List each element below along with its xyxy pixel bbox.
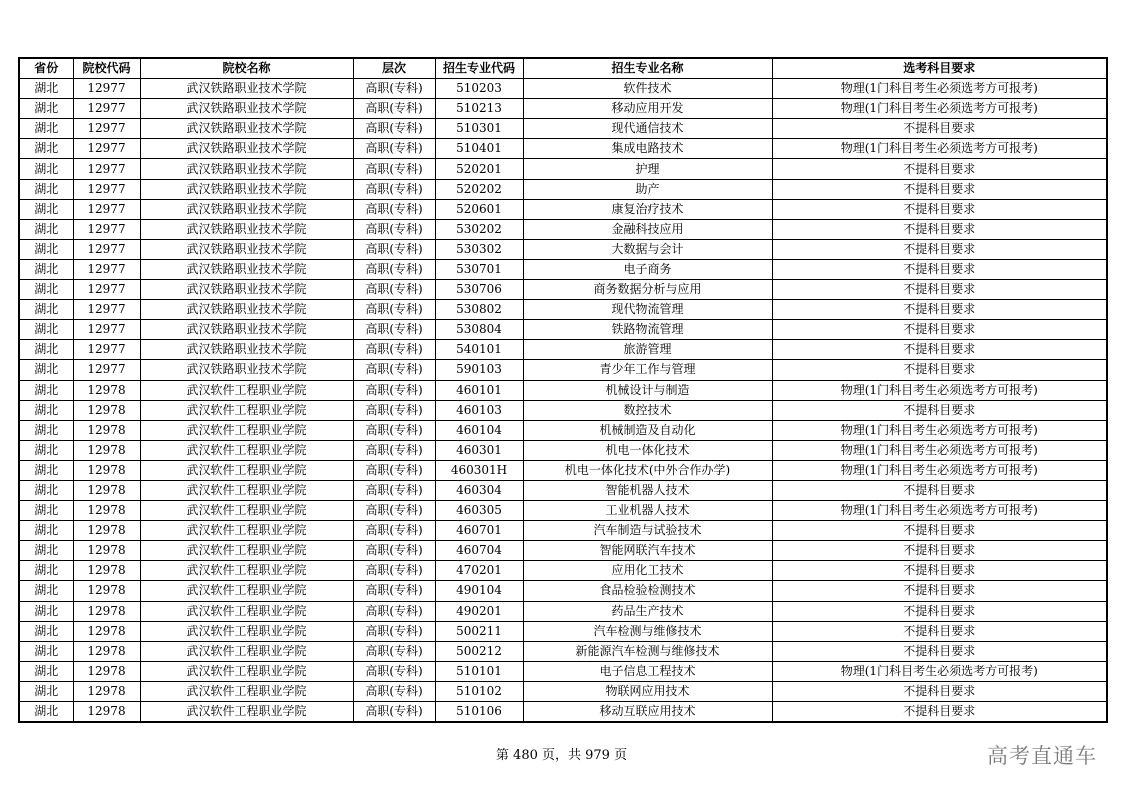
table-row <box>19 581 1107 601</box>
subject-requirement-cell: 不提科目要求 <box>772 681 1107 701</box>
school-name-cell: 武汉软件工程职业学院 <box>140 380 353 400</box>
subject-requirement-cell: 物理(1门科目考生必须选考方可报考) <box>772 661 1107 681</box>
table-row <box>19 360 1107 380</box>
school-code-cell: 12978 <box>73 681 140 701</box>
header-subject-requirement: 选考科目要求 <box>772 58 1107 79</box>
subject-requirement-cell: 不提科目要求 <box>772 119 1107 139</box>
subject-requirement-cell: 物理(1门科目考生必须选考方可报考) <box>772 440 1107 460</box>
major-code-cell: 520201 <box>435 159 523 179</box>
major-code-cell: 530706 <box>435 280 523 300</box>
table-row <box>19 159 1107 179</box>
table-row <box>19 561 1107 581</box>
province-cell: 湖北 <box>19 79 73 99</box>
major-name-cell: 食品检验检测技术 <box>523 581 772 601</box>
major-name-cell: 电子商务 <box>523 259 772 279</box>
province-cell: 湖北 <box>19 480 73 500</box>
major-name-cell: 电子信息工程技术 <box>523 661 772 681</box>
major-code-cell: 470201 <box>435 561 523 581</box>
major-code-cell: 460104 <box>435 420 523 440</box>
province-cell: 湖北 <box>19 159 73 179</box>
school-code-cell: 12978 <box>73 541 140 561</box>
major-name-cell: 汽车制造与试验技术 <box>523 521 772 541</box>
province-cell: 湖北 <box>19 219 73 239</box>
subject-requirement-cell: 物理(1门科目考生必须选考方可报考) <box>772 99 1107 119</box>
province-cell: 湖北 <box>19 400 73 420</box>
school-code-cell: 12977 <box>73 99 140 119</box>
major-name-cell: 助产 <box>523 179 772 199</box>
province-cell: 湖北 <box>19 179 73 199</box>
table-row <box>19 400 1107 420</box>
province-cell: 湖北 <box>19 541 73 561</box>
school-name-cell: 武汉铁路职业技术学院 <box>140 219 353 239</box>
subject-requirement-cell: 不提科目要求 <box>772 320 1107 340</box>
school-name-cell: 武汉铁路职业技术学院 <box>140 320 353 340</box>
school-code-cell: 12978 <box>73 440 140 460</box>
header-major-code: 招生专业代码 <box>435 58 523 79</box>
major-name-cell: 新能源汽车检测与维修技术 <box>523 641 772 661</box>
major-name-cell: 现代通信技术 <box>523 119 772 139</box>
major-code-cell: 500212 <box>435 641 523 661</box>
level-cell: 高职(专科) <box>353 400 435 420</box>
school-code-cell: 12977 <box>73 360 140 380</box>
table-row <box>19 681 1107 701</box>
subject-requirement-cell: 不提科目要求 <box>772 340 1107 360</box>
major-code-cell: 460304 <box>435 480 523 500</box>
table-row <box>19 521 1107 541</box>
school-code-cell: 12977 <box>73 340 140 360</box>
major-code-cell: 490104 <box>435 581 523 601</box>
major-name-cell: 数控技术 <box>523 400 772 420</box>
major-name-cell: 青少年工作与管理 <box>523 360 772 380</box>
header-province: 省份 <box>19 58 73 79</box>
school-code-cell: 12977 <box>73 199 140 219</box>
major-code-cell: 460305 <box>435 501 523 521</box>
subject-requirement-cell: 物理(1门科目考生必须选考方可报考) <box>772 501 1107 521</box>
major-name-cell: 康复治疗技术 <box>523 199 772 219</box>
table-header-row <box>19 58 1107 79</box>
major-code-cell: 460701 <box>435 521 523 541</box>
subject-requirement-cell: 不提科目要求 <box>772 239 1107 259</box>
table-row <box>19 139 1107 159</box>
school-code-cell: 12977 <box>73 300 140 320</box>
school-name-cell: 武汉软件工程职业学院 <box>140 440 353 460</box>
major-code-cell: 510101 <box>435 661 523 681</box>
page-number: 第 480 页，共 979 页 <box>495 748 628 763</box>
school-name-cell: 武汉铁路职业技术学院 <box>140 360 353 380</box>
major-code-cell: 510102 <box>435 681 523 701</box>
table-body <box>19 79 1107 723</box>
level-cell: 高职(专科) <box>353 320 435 340</box>
table-row <box>19 621 1107 641</box>
school-code-cell: 12978 <box>73 661 140 681</box>
school-name-cell: 武汉软件工程职业学院 <box>140 541 353 561</box>
table-row <box>19 702 1107 723</box>
major-code-cell: 530302 <box>435 239 523 259</box>
major-code-cell: 510106 <box>435 702 523 723</box>
header-level: 层次 <box>353 58 435 79</box>
major-name-cell: 智能网联汽车技术 <box>523 541 772 561</box>
major-name-cell: 金融科技应用 <box>523 219 772 239</box>
school-name-cell: 武汉软件工程职业学院 <box>140 501 353 521</box>
school-code-cell: 12977 <box>73 159 140 179</box>
province-cell: 湖北 <box>19 340 73 360</box>
level-cell: 高职(专科) <box>353 561 435 581</box>
school-name-cell: 武汉软件工程职业学院 <box>140 420 353 440</box>
level-cell: 高职(专科) <box>353 460 435 480</box>
table-row <box>19 480 1107 500</box>
school-code-cell: 12977 <box>73 179 140 199</box>
subject-requirement-cell: 不提科目要求 <box>772 601 1107 621</box>
level-cell: 高职(专科) <box>353 239 435 259</box>
major-code-cell: 530804 <box>435 320 523 340</box>
school-code-cell: 12977 <box>73 259 140 279</box>
subject-requirement-cell: 不提科目要求 <box>772 199 1107 219</box>
level-cell: 高职(专科) <box>353 280 435 300</box>
table-row <box>19 79 1107 99</box>
major-name-cell: 机械制造及自动化 <box>523 420 772 440</box>
major-name-cell: 药品生产技术 <box>523 601 772 621</box>
subject-requirement-cell: 不提科目要求 <box>772 541 1107 561</box>
province-cell: 湖北 <box>19 300 73 320</box>
school-code-cell: 12977 <box>73 219 140 239</box>
province-cell: 湖北 <box>19 360 73 380</box>
major-code-cell: 460101 <box>435 380 523 400</box>
major-name-cell: 护理 <box>523 159 772 179</box>
major-name-cell: 应用化工技术 <box>523 561 772 581</box>
province-cell: 湖北 <box>19 119 73 139</box>
major-code-cell: 460301H <box>435 460 523 480</box>
major-name-cell: 旅游管理 <box>523 340 772 360</box>
subject-requirement-cell: 不提科目要求 <box>772 159 1107 179</box>
major-code-cell: 530701 <box>435 259 523 279</box>
school-name-cell: 武汉铁路职业技术学院 <box>140 99 353 119</box>
school-code-cell: 12978 <box>73 480 140 500</box>
subject-requirement-cell: 物理(1门科目考生必须选考方可报考) <box>772 420 1107 440</box>
major-code-cell: 520202 <box>435 179 523 199</box>
table-row <box>19 320 1107 340</box>
school-name-cell: 武汉铁路职业技术学院 <box>140 280 353 300</box>
major-name-cell: 大数据与会计 <box>523 239 772 259</box>
level-cell: 高职(专科) <box>353 159 435 179</box>
province-cell: 湖北 <box>19 139 73 159</box>
school-name-cell: 武汉软件工程职业学院 <box>140 601 353 621</box>
province-cell: 湖北 <box>19 420 73 440</box>
subject-requirement-cell: 不提科目要求 <box>772 360 1107 380</box>
major-name-cell: 物联网应用技术 <box>523 681 772 701</box>
level-cell: 高职(专科) <box>353 641 435 661</box>
school-name-cell: 武汉铁路职业技术学院 <box>140 259 353 279</box>
level-cell: 高职(专科) <box>353 199 435 219</box>
major-name-cell: 集成电路技术 <box>523 139 772 159</box>
province-cell: 湖北 <box>19 581 73 601</box>
major-name-cell: 铁路物流管理 <box>523 320 772 340</box>
level-cell: 高职(专科) <box>353 621 435 641</box>
school-name-cell: 武汉软件工程职业学院 <box>140 480 353 500</box>
school-code-cell: 12978 <box>73 521 140 541</box>
level-cell: 高职(专科) <box>353 420 435 440</box>
school-code-cell: 12978 <box>73 501 140 521</box>
subject-requirement-cell: 不提科目要求 <box>772 641 1107 661</box>
subject-requirement-cell: 不提科目要求 <box>772 300 1107 320</box>
school-code-cell: 12977 <box>73 79 140 99</box>
major-code-cell: 490201 <box>435 601 523 621</box>
level-cell: 高职(专科) <box>353 501 435 521</box>
school-name-cell: 武汉铁路职业技术学院 <box>140 179 353 199</box>
table-row <box>19 601 1107 621</box>
major-name-cell: 汽车检测与维修技术 <box>523 621 772 641</box>
major-name-cell: 工业机器人技术 <box>523 501 772 521</box>
school-code-cell: 12978 <box>73 641 140 661</box>
school-name-cell: 武汉铁路职业技术学院 <box>140 239 353 259</box>
level-cell: 高职(专科) <box>353 681 435 701</box>
major-name-cell: 商务数据分析与应用 <box>523 280 772 300</box>
header-major-name: 招生专业名称 <box>523 58 772 79</box>
school-name-cell: 武汉软件工程职业学院 <box>140 681 353 701</box>
province-cell: 湖北 <box>19 259 73 279</box>
table-row <box>19 420 1107 440</box>
header-school-name: 院校名称 <box>140 58 353 79</box>
province-cell: 湖北 <box>19 501 73 521</box>
header-school-code: 院校代码 <box>73 58 140 79</box>
subject-requirement-cell: 不提科目要求 <box>772 179 1107 199</box>
major-name-cell: 机电一体化技术(中外合作办学) <box>523 460 772 480</box>
school-code-cell: 12977 <box>73 320 140 340</box>
school-code-cell: 12978 <box>73 380 140 400</box>
level-cell: 高职(专科) <box>353 581 435 601</box>
school-code-cell: 12978 <box>73 581 140 601</box>
school-name-cell: 武汉软件工程职业学院 <box>140 641 353 661</box>
level-cell: 高职(专科) <box>353 480 435 500</box>
school-name-cell: 武汉铁路职业技术学院 <box>140 159 353 179</box>
level-cell: 高职(专科) <box>353 79 435 99</box>
level-cell: 高职(专科) <box>353 340 435 360</box>
level-cell: 高职(专科) <box>353 99 435 119</box>
school-name-cell: 武汉软件工程职业学院 <box>140 581 353 601</box>
watermark: 高考直通车 <box>987 744 1097 768</box>
school-code-cell: 12978 <box>73 400 140 420</box>
table-row <box>19 661 1107 681</box>
province-cell: 湖北 <box>19 199 73 219</box>
school-code-cell: 12977 <box>73 119 140 139</box>
school-code-cell: 12977 <box>73 280 140 300</box>
province-cell: 湖北 <box>19 280 73 300</box>
school-name-cell: 武汉铁路职业技术学院 <box>140 300 353 320</box>
province-cell: 湖北 <box>19 99 73 119</box>
major-name-cell: 机械设计与制造 <box>523 380 772 400</box>
subject-requirement-cell: 不提科目要求 <box>772 521 1107 541</box>
major-name-cell: 移动应用开发 <box>523 99 772 119</box>
province-cell: 湖北 <box>19 681 73 701</box>
major-code-cell: 460704 <box>435 541 523 561</box>
subject-requirement-cell: 不提科目要求 <box>772 480 1107 500</box>
subject-requirement-cell: 不提科目要求 <box>772 702 1107 723</box>
level-cell: 高职(专科) <box>353 119 435 139</box>
major-name-cell: 软件技术 <box>523 79 772 99</box>
subject-requirement-cell: 物理(1门科目考生必须选考方可报考) <box>772 79 1107 99</box>
province-cell: 湖北 <box>19 440 73 460</box>
province-cell: 湖北 <box>19 601 73 621</box>
province-cell: 湖北 <box>19 702 73 723</box>
admission-table <box>18 57 1108 723</box>
level-cell: 高职(专科) <box>353 440 435 460</box>
school-name-cell: 武汉铁路职业技术学院 <box>140 79 353 99</box>
level-cell: 高职(专科) <box>353 380 435 400</box>
level-cell: 高职(专科) <box>353 300 435 320</box>
school-name-cell: 武汉铁路职业技术学院 <box>140 199 353 219</box>
major-code-cell: 460301 <box>435 440 523 460</box>
subject-requirement-cell: 物理(1门科目考生必须选考方可报考) <box>772 380 1107 400</box>
subject-requirement-cell: 物理(1门科目考生必须选考方可报考) <box>772 139 1107 159</box>
province-cell: 湖北 <box>19 460 73 480</box>
level-cell: 高职(专科) <box>353 601 435 621</box>
major-code-cell: 540101 <box>435 340 523 360</box>
major-code-cell: 500211 <box>435 621 523 641</box>
major-name-cell: 移动互联应用技术 <box>523 702 772 723</box>
major-code-cell: 530802 <box>435 300 523 320</box>
major-code-cell: 510401 <box>435 139 523 159</box>
school-name-cell: 武汉软件工程职业学院 <box>140 661 353 681</box>
province-cell: 湖北 <box>19 661 73 681</box>
school-name-cell: 武汉软件工程职业学院 <box>140 621 353 641</box>
province-cell: 湖北 <box>19 239 73 259</box>
level-cell: 高职(专科) <box>353 661 435 681</box>
table-row <box>19 460 1107 480</box>
level-cell: 高职(专科) <box>353 179 435 199</box>
subject-requirement-cell: 不提科目要求 <box>772 561 1107 581</box>
subject-requirement-cell: 不提科目要求 <box>772 581 1107 601</box>
school-code-cell: 12978 <box>73 621 140 641</box>
table-row <box>19 280 1107 300</box>
school-name-cell: 武汉软件工程职业学院 <box>140 702 353 723</box>
subject-requirement-cell: 物理(1门科目考生必须选考方可报考) <box>772 460 1107 480</box>
subject-requirement-cell: 不提科目要求 <box>772 280 1107 300</box>
level-cell: 高职(专科) <box>353 139 435 159</box>
school-name-cell: 武汉铁路职业技术学院 <box>140 139 353 159</box>
table-row <box>19 541 1107 561</box>
subject-requirement-cell: 不提科目要求 <box>772 621 1107 641</box>
table-row <box>19 501 1107 521</box>
table-row <box>19 219 1107 239</box>
school-code-cell: 12978 <box>73 561 140 581</box>
subject-requirement-cell: 不提科目要求 <box>772 400 1107 420</box>
table-row <box>19 440 1107 460</box>
level-cell: 高职(专科) <box>353 219 435 239</box>
major-name-cell: 智能机器人技术 <box>523 480 772 500</box>
major-code-cell: 460103 <box>435 400 523 420</box>
major-code-cell: 510203 <box>435 79 523 99</box>
school-name-cell: 武汉软件工程职业学院 <box>140 561 353 581</box>
major-name-cell: 现代物流管理 <box>523 300 772 320</box>
table-row <box>19 340 1107 360</box>
level-cell: 高职(专科) <box>353 360 435 380</box>
major-name-cell: 机电一体化技术 <box>523 440 772 460</box>
level-cell: 高职(专科) <box>353 521 435 541</box>
major-code-cell: 530202 <box>435 219 523 239</box>
school-code-cell: 12978 <box>73 601 140 621</box>
school-name-cell: 武汉软件工程职业学院 <box>140 460 353 480</box>
province-cell: 湖北 <box>19 641 73 661</box>
table-row <box>19 259 1107 279</box>
major-code-cell: 590103 <box>435 360 523 380</box>
table-row <box>19 380 1107 400</box>
province-cell: 湖北 <box>19 521 73 541</box>
province-cell: 湖北 <box>19 621 73 641</box>
level-cell: 高职(专科) <box>353 259 435 279</box>
school-code-cell: 12978 <box>73 460 140 480</box>
school-name-cell: 武汉铁路职业技术学院 <box>140 119 353 139</box>
level-cell: 高职(专科) <box>353 702 435 723</box>
subject-requirement-cell: 不提科目要求 <box>772 219 1107 239</box>
major-code-cell: 520601 <box>435 199 523 219</box>
table-row <box>19 300 1107 320</box>
major-code-cell: 510301 <box>435 119 523 139</box>
table-row <box>19 199 1107 219</box>
school-code-cell: 12977 <box>73 239 140 259</box>
major-code-cell: 510213 <box>435 99 523 119</box>
table-row <box>19 239 1107 259</box>
subject-requirement-cell: 不提科目要求 <box>772 259 1107 279</box>
province-cell: 湖北 <box>19 561 73 581</box>
school-name-cell: 武汉软件工程职业学院 <box>140 400 353 420</box>
table-row <box>19 179 1107 199</box>
school-code-cell: 12978 <box>73 702 140 723</box>
school-code-cell: 12977 <box>73 139 140 159</box>
province-cell: 湖北 <box>19 380 73 400</box>
province-cell: 湖北 <box>19 320 73 340</box>
table-row <box>19 99 1107 119</box>
school-name-cell: 武汉软件工程职业学院 <box>140 521 353 541</box>
table-row <box>19 119 1107 139</box>
school-code-cell: 12978 <box>73 420 140 440</box>
table-row <box>19 641 1107 661</box>
level-cell: 高职(专科) <box>353 541 435 561</box>
school-name-cell: 武汉铁路职业技术学院 <box>140 340 353 360</box>
